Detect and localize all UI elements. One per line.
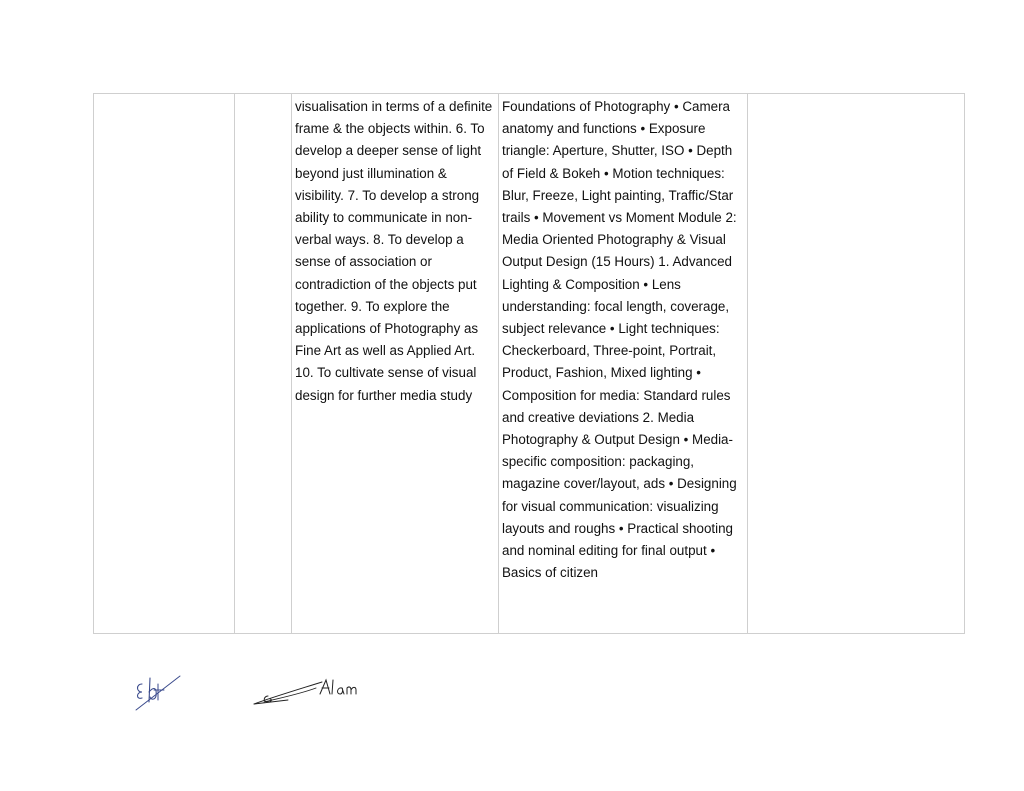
table-cell-empty-2	[235, 94, 292, 634]
table-cell-empty-5	[748, 94, 965, 634]
table-cell-objectives: visualisation in terms of a definite frame & the objects within. 6. To develop a deeper sense of light beyond just illumination & visibility. 7. To develop a strong ability to communicate in non-verbal ways. 8. To develop a sense of association or contradiction of the objects put together. 9. To explore the applications of Photography as Fine Art as well as Applied Art. 10. To cultivate sense of visual design for further media study	[292, 94, 499, 634]
signature-1-image	[130, 670, 186, 716]
signature-2-image	[250, 672, 360, 712]
table-row	[94, 94, 965, 634]
table-cell-course-content: Foundations of Photography • Camera anatomy and functions • Exposure triangle: Aperture, Shutter, ISO • Depth of Field & Bokeh • Motion techniques: Blur, Freeze, Light painting, Traffic/Star trails • Movement vs Moment Module 2: Media Oriented Photography & Visual Output Design (15 Hours) 1. Advanced Lighting & Composition • Lens understanding: focal length, coverage, subject relevance • Light techniques: Checkerboard, Three-point, Portrait, Product, Fashion, Mixed lighting • Composition for media: Standard rules and creative deviations 2. Media Photography & Output Design • Media-specific composition: packaging, magazine cover/layout, ads • Designing for visual communication: visualizing layouts and roughs • Practical shooting and nominal editing for final output • Basics of citizen	[499, 94, 748, 634]
table-cell-empty-1	[94, 94, 235, 634]
syllabus-table	[93, 93, 965, 634]
